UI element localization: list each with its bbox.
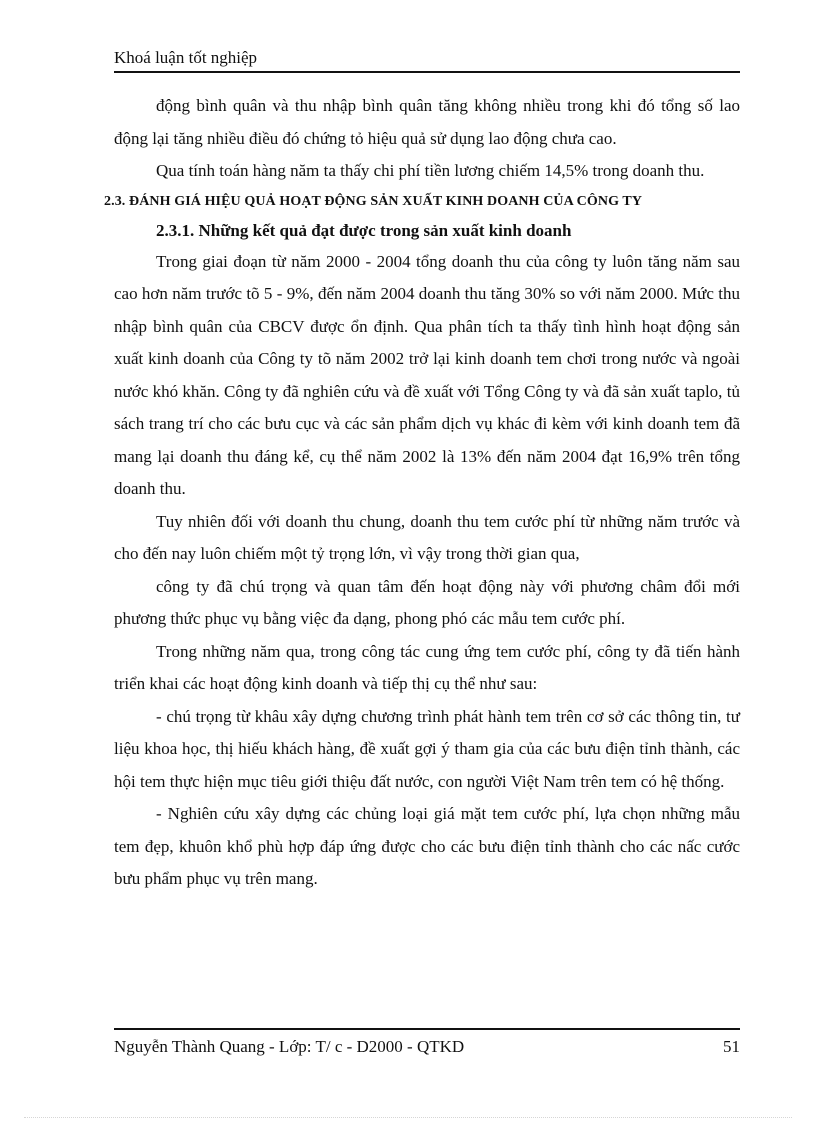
paragraph-continuation: động bình quân và thu nhập bình quân tăng không nhiều trong khi đó tổng số lao động lại tăng nhiều điều đó chứng tỏ hiệu quả sử dụng lao động chưa cao. — [114, 96, 740, 148]
paragraph-salary-cost: Qua tính toán hàng năm ta thấy chi phí tiền lương chiếm 14,5% trong doanh thu. — [156, 161, 705, 180]
paragraph-stamp-revenue: Tuy nhiên đối với doanh thu chung, doanh thu tem cước phí từ những năm trước và cho đến nay luôn chiếm một tỷ trọng lớn, vì vậy trong thời gian qua, — [114, 511, 740, 563]
page-footer — [114, 1028, 740, 1058]
subsection-heading: 2.3.1. Những kết quả đạt được trong sản xuất kinh doanh — [156, 220, 572, 240]
paragraph-marketing-activities: Trong những năm qua, trong công tác cung ứng tem cước phí, công ty đã tiến hành triển khai các hoạt động kinh doanh và tiếp thị cụ thể như sau: — [114, 641, 740, 693]
page-number: 51 — [723, 1037, 740, 1056]
paragraph-revenue-results: Trong giai đoạn từ năm 2000 - 2004 tổng doanh thu của công ty luôn tăng năm sau cao hơn năm trước tõ 5 - 9%, đến năm 2004 doanh thu tăng 30% so với năm 2000. Mức thu nhập bình quân của CBCV được ổn định. Qua phân tích ta thấy tình hình hoạt động sản xuất kinh doanh của Công ty tõ năm 2002 trở lại kinh doanh tem chơi trong nước và ngoài nước khó khăn. Công ty đã nghiên cứu và đề xuất với Tổng Công ty và đã sản xuất taplo, tủ sách trang trí cho các bưu cục và các sản phẩm dịch vụ khác đi kèm với kinh doanh tem đã mang lại doanh thu đáng kể, cụ thể năm 2002 là 13% đến năm 2004 đạt 16,9% trên tổng doanh thu. — [114, 251, 740, 498]
page-bottom-divider — [24, 1117, 792, 1118]
list-item-program-development: - chú trọng từ khâu xây dựng chương trình phát hành tem trên cơ sở các thông tin, tư liệu khoa học, thị hiếu khách hàng, đề xuất gợi ý tham gia của các bưu điện tỉnh thành, các hội tem thực hiện mục tiêu giới thiệu đất nước, con người Việt Nam trên tem có hệ thống. — [114, 706, 740, 791]
footer-author: Nguyễn Thành Quang - Lớp: T/ c - D2000 - QTKD — [114, 1037, 465, 1056]
section-heading: 2.3. ĐÁNH GIÁ HIỆU QUẢ HOẠT ĐỘNG SẢN XUẤT KINH DOANH CỦA CÔNG TY — [104, 193, 643, 209]
list-item-price-research: - Nghiên cứu xây dựng các chủng loại giá mặt tem cước phí, lựa chọn những mẫu tem đẹp, khuôn khổ phù hợp đáp ứng được cho các bưu điện tỉnh thành cho các nấc cước bưu phẩm phục vụ trên mang. — [114, 804, 740, 888]
document-body — [104, 90, 740, 896]
header-title: Khoá luận tốt nghiệp — [114, 48, 258, 67]
page-header — [114, 47, 740, 73]
paragraph-stamp-revenue-continued: công ty đã chú trọng và quan tâm đến hoạt động này với phương châm đổi mới phương thức phục vụ bằng việc đa dạng, phong phó các mẫu tem cước phí. — [114, 576, 740, 628]
